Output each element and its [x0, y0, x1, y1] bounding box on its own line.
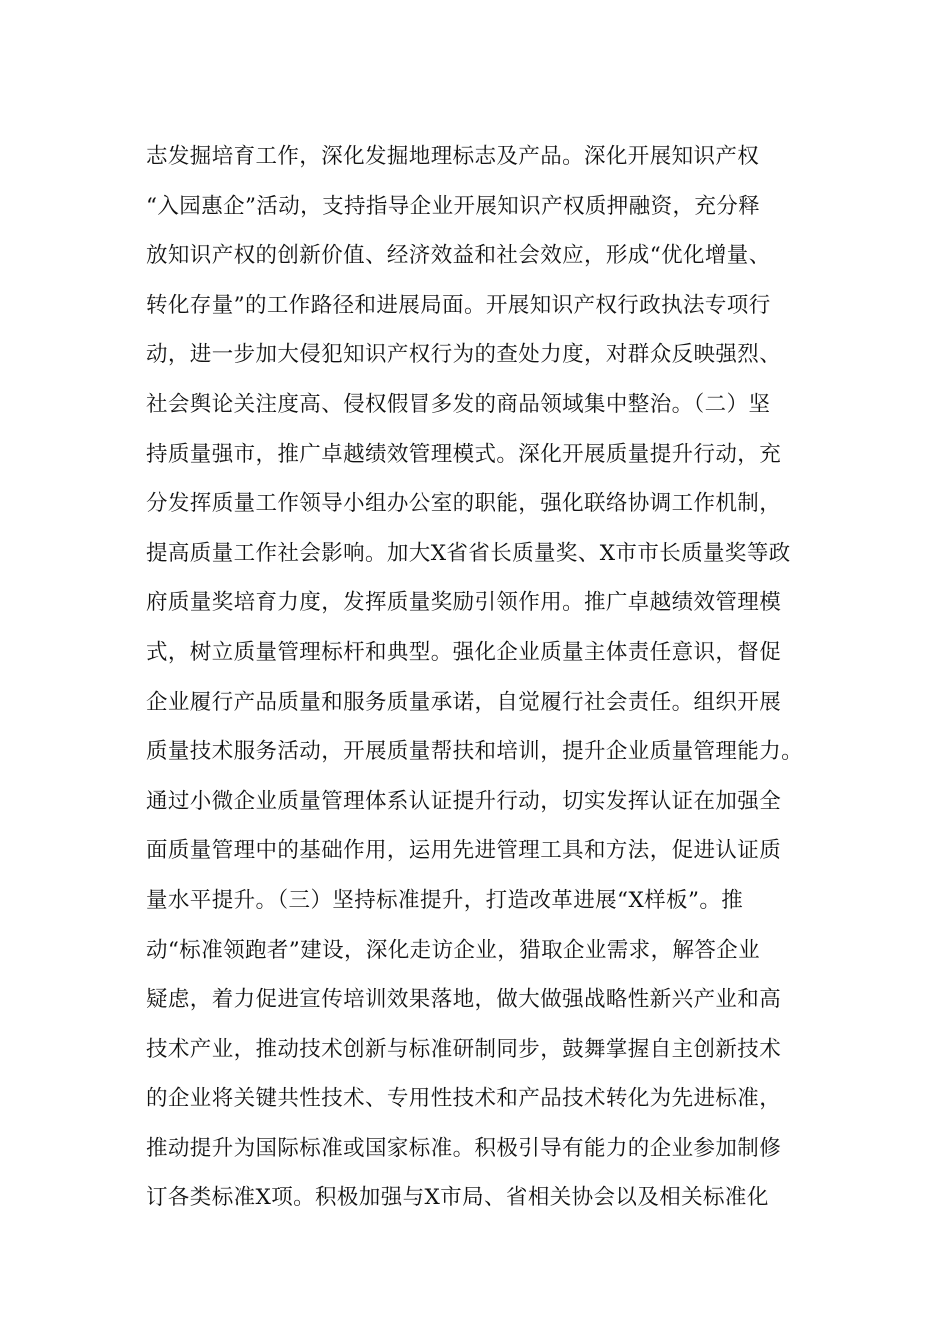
text-line: 推动提升为国际标准或国家标准。积极引导有能力的企业参加制修 — [146, 1135, 782, 1161]
body-text — [146, 132, 846, 1223]
text-line: 提高质量工作社会影响。加大X省省长质量奖、X市市长质量奖等政 — [146, 540, 791, 566]
text-line: 企业履行产品质量和服务质量承诺，自觉履行社会责任。组织开展 — [146, 689, 782, 715]
text-line: 通过小微企业质量管理体系认证提升行动，切实发挥认证在加强全 — [146, 788, 782, 814]
text-line: 的企业将关键共性技术、专用性技术和产品技术转化为先进标准， — [146, 1086, 782, 1112]
text-line: 放知识产权的创新价值、经济效益和社会效应，形成“优化增量、 — [146, 243, 771, 269]
text-line: 持质量强市，推广卓越绩效管理模式。深化开展质量提升行动，充 — [146, 441, 782, 467]
text-line: 志发掘培育工作，深化发掘地理标志及产品。深化开展知识产权 — [146, 144, 760, 169]
text-line: 技术产业，推动技术创新与标准研制同步，鼓舞掌握自主创新技术 — [146, 1036, 782, 1062]
text-line: 社会舆论关注度高、侵权假冒多发的商品领域集中整治。（二）坚 — [146, 391, 771, 417]
text-line: 订各类标准X项。积极加强与X市局、省相关协会以及相关标准化 — [146, 1185, 769, 1211]
text-line: 转化存量”的工作路径和进展局面。开展知识产权行政执法专项行 — [146, 292, 771, 318]
text-line: “入园惠企”活动，支持指导企业开展知识产权质押融资，充分释 — [146, 193, 761, 219]
text-line: 质量技术服务活动，开展质量帮扶和培训，提升企业质量管理能力。 — [146, 739, 804, 765]
text-line: 式，树立质量管理标杆和典型。强化企业质量主体责任意识，督促 — [146, 639, 782, 665]
text-line: 量水平提升。（三）坚持标准提升，打造改革进展“X样板”。推 — [146, 887, 744, 913]
text-line: 疑虑，着力促进宣传培训效果落地，做大做强战略性新兴产业和高 — [146, 987, 782, 1013]
text-line: 分发挥质量工作领导小组办公室的职能，强化联络协调工作机制， — [146, 491, 782, 517]
text-line: 府质量奖培育力度，发挥质量奖励引领作用。推广卓越绩效管理模 — [146, 590, 782, 616]
text-line: 动，进一步加大侵犯知识产权行为的查处力度，对群众反映强烈、 — [146, 342, 782, 368]
text-line: 面质量管理中的基础作用，运用先进管理工具和方法，促进认证质 — [146, 838, 782, 864]
text-line: 动“标准领跑者”建设，深化走访企业，猎取企业需求，解答企业 — [146, 937, 761, 963]
